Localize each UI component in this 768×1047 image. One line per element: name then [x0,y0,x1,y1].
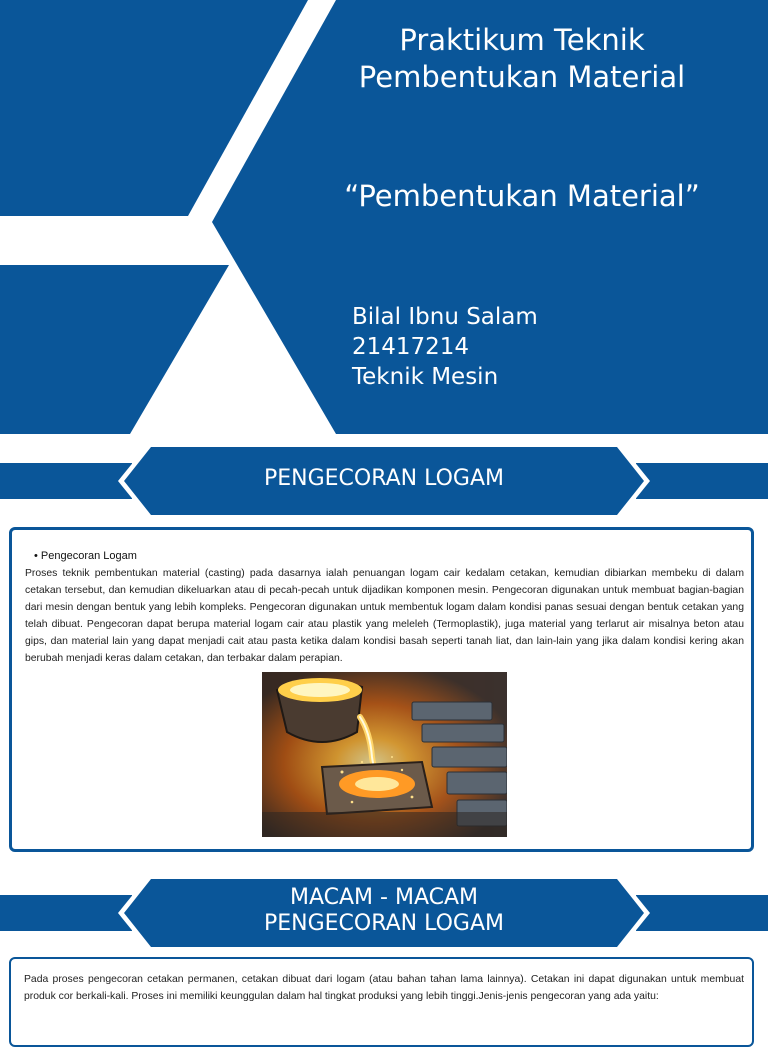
cover-author-block [352,302,538,392]
section2-banner-line-2: PENGECORAN LOGAM [263,911,504,936]
author-id: 21417214 [352,334,470,360]
banner-right-bar [636,895,768,931]
cover-title [330,22,714,96]
section2-content-card [9,957,754,1047]
section1-banner-title: PENGECORAN LOGAM [263,466,504,491]
bullet-heading-text: Pengecoran Logam [40,550,137,562]
cover-title-line-2: Pembentukan Material [358,60,686,94]
section2-banner-title [150,885,618,937]
casting-photo [262,672,507,837]
cover-title-line-1: Praktikum Teknik [399,23,645,57]
section1-content-card [9,527,754,852]
banner-left-bar [0,463,132,499]
section1-paragraph: Proses teknik pembentukan material (casting) pada dasarnya ialah penuangan logam cair kedalam cetakan, kemudian dibiarkan membeku di dalam cetakan tersebut, dan kemudian dikeluarkan atau di pecah-pecah untuk dijadikan komponen mesin. Pengecoran digunakan untuk membuat bagian-bagian dari mesin dengan bentuk yang lebih kompleks. Pengecoran digunakan untuk membentuk logam dalam kondisi panas sesuai dengan bentuk cetakan yang telah dibuat. Pengecoran dapat berupa material logam cair atau plastik yang meleleh (Termoplastik), juga material yang terlarut air misalnya beton atau gips, dan material lain yang dapat menjadi cait atau pasta ketika dalam kondisi basah seperti tanah liat, dan lain-lain yang jika dalam kondisi kering akan berubah menjadi keras dalam cetakan, dan terbakar dalam perapian. [25,568,744,665]
author-name: Bilal Ibnu Salam [352,304,538,330]
bullet-dot-icon: • [34,550,41,562]
cover-subtitle: “Pembentukan Material” [344,179,700,213]
section2-banner-line-1: MACAM - MACAM [290,885,478,910]
banner-right-bar [636,463,768,499]
author-department: Teknik Mesin [352,364,499,390]
cover-left-bottom-panel [0,265,229,434]
banner-left-bar [0,895,132,931]
bullet-heading [34,550,137,562]
section2-paragraph: Pada proses pengecoran cetakan permanen, cetakan dibuat dari logam (atau bahan tahan lama lainnya). Cetakan ini dapat digunakan untuk membuat produk cor berkali-kali. Proses ini memiliki keunggulan dalam hal tingkat produksi yang lebih tinggi.Jenis-jenis pengecoran yang ada yaitu: [24,974,744,1002]
casting-photo-illustration [262,672,507,837]
